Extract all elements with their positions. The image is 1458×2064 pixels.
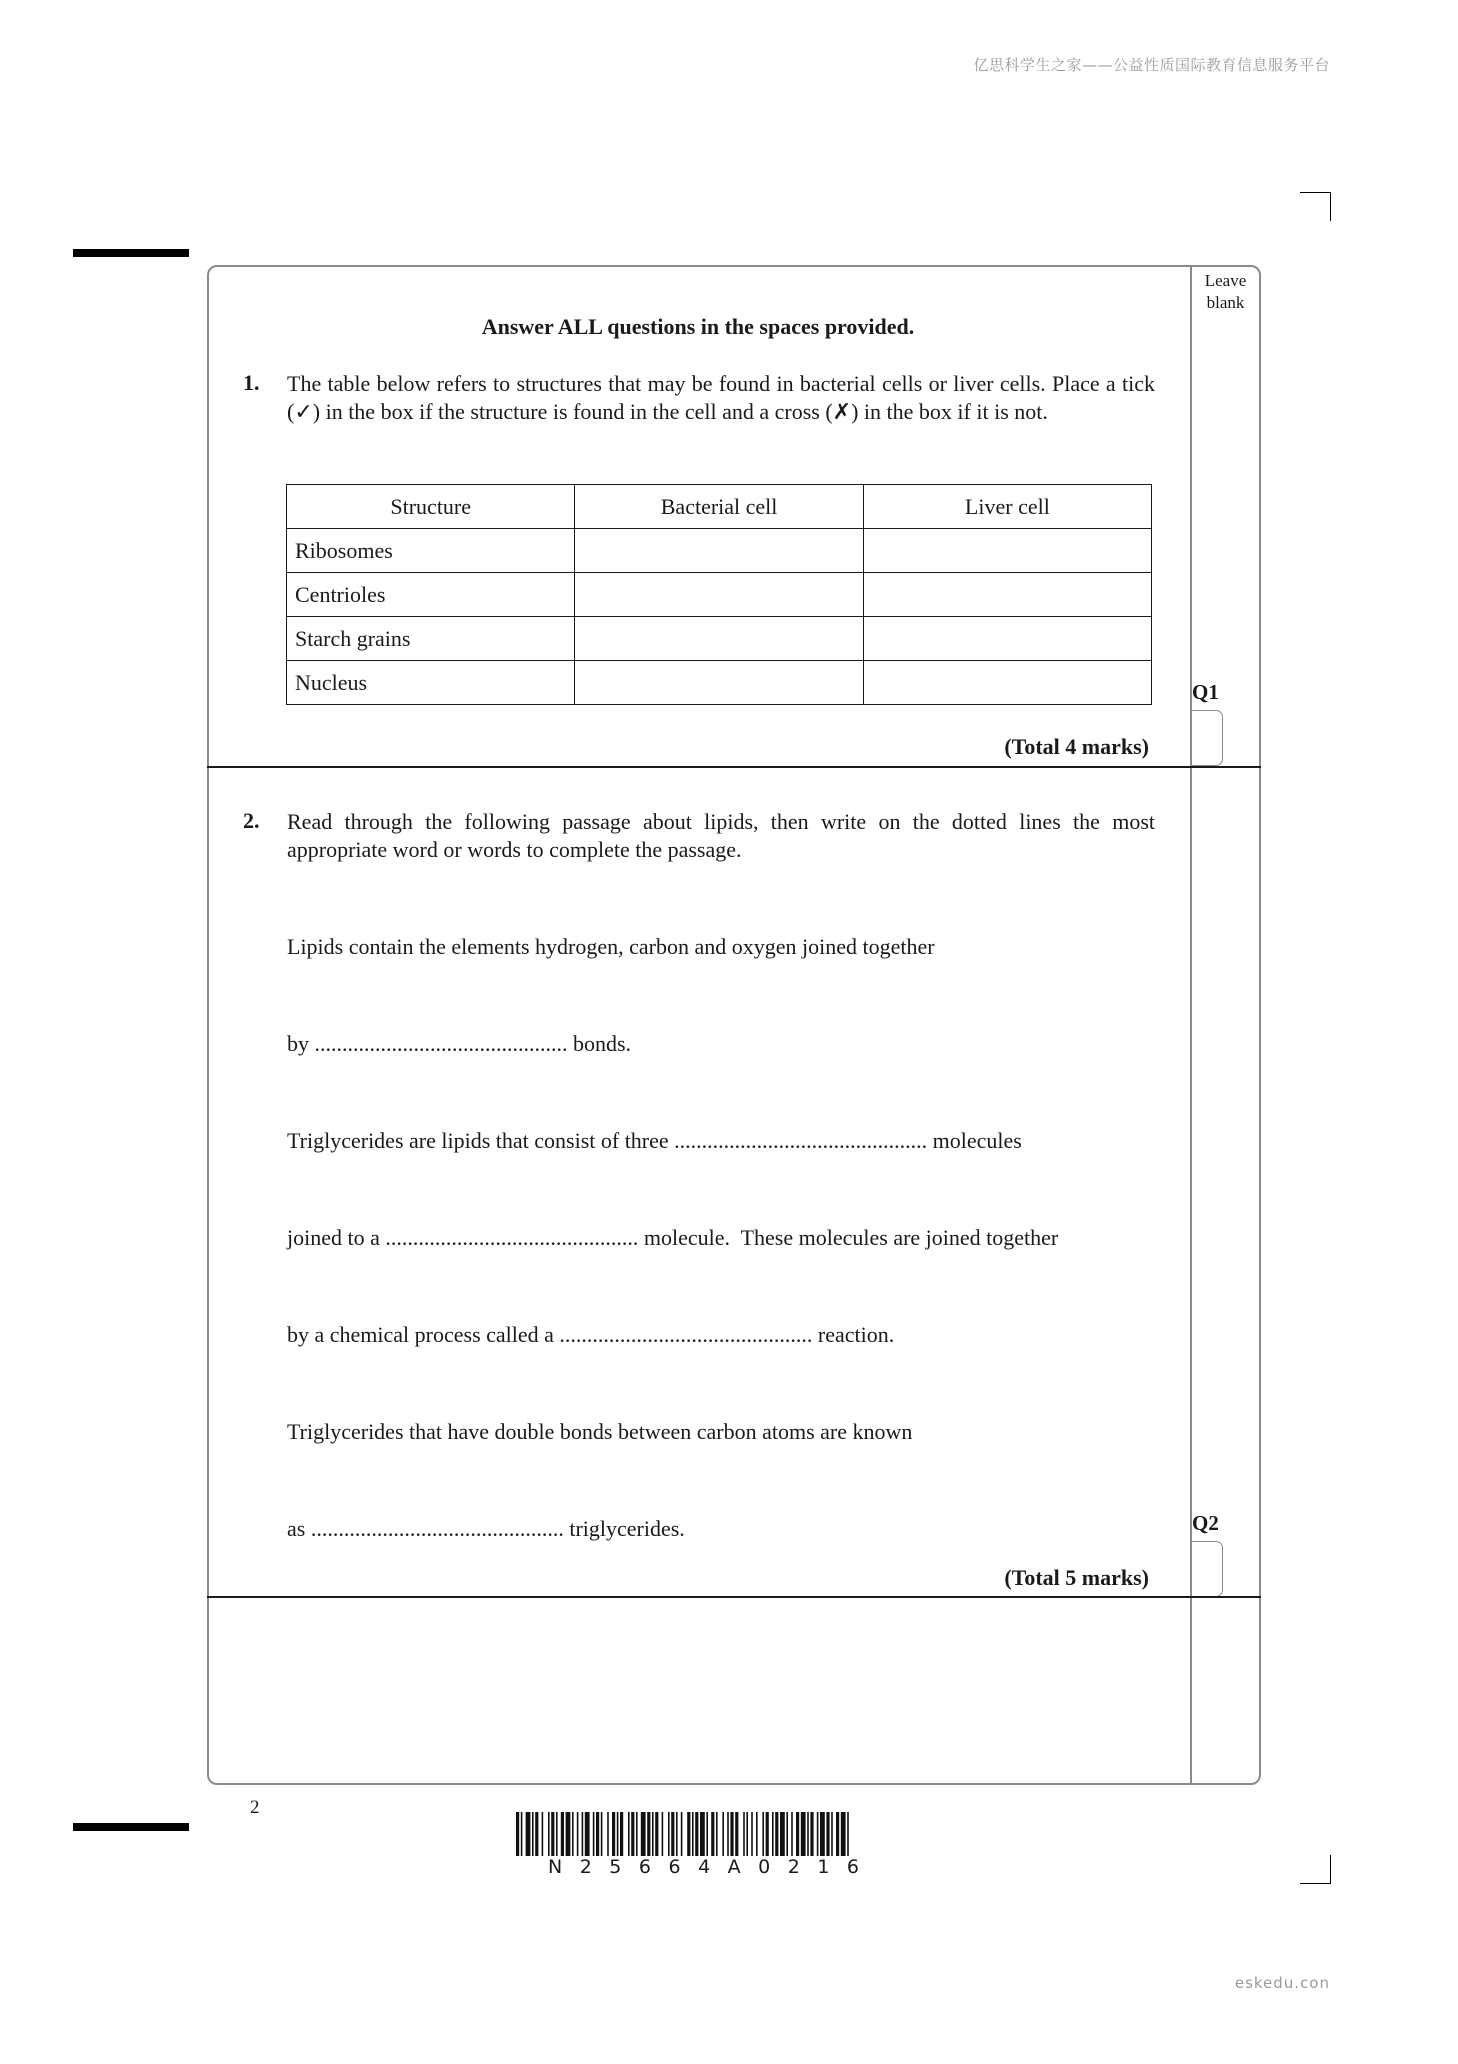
registration-bar-top: [73, 249, 189, 257]
passage-line-6: Triglycerides that have double bonds between carbon atoms are known: [287, 1419, 913, 1444]
table-row: [287, 617, 1152, 661]
passage-line-3[interactable]: Triglycerides are lipids that consist of three .............................................. molecules: [287, 1128, 1022, 1153]
answer-box-nucleus-liver[interactable]: [863, 661, 1151, 705]
answer-box-nucleus-bacterial[interactable]: [575, 661, 863, 705]
answer-box-starch-bacterial[interactable]: [575, 617, 863, 661]
question-1-total: (Total 4 marks): [1004, 734, 1149, 759]
crop-mark-top-right: [1300, 192, 1331, 221]
question-divider-1: [207, 766, 1261, 768]
instructions-heading: Answer ALL questions in the spaces provided.: [481, 314, 915, 339]
watermark-bottom: eskedu.con: [1234, 1974, 1330, 1992]
passage-line-4[interactable]: joined to a .............................................. molecule. These molecules are joined together: [287, 1225, 1059, 1250]
row-label-starch-grains: Starch grains: [287, 617, 575, 661]
answer-box-starch-liver[interactable]: [863, 617, 1151, 661]
barcode-icon: [516, 1812, 952, 1858]
passage-line-1: Lipids contain the elements hydrogen, carbon and oxygen joined together: [287, 934, 935, 959]
leave-blank-label: Leave blank: [1204, 271, 1247, 312]
table-row: [287, 529, 1152, 573]
row-label-nucleus: Nucleus: [287, 661, 575, 705]
question-divider-2: [207, 1596, 1261, 1598]
question-2-total: (Total 5 marks): [1004, 1565, 1149, 1590]
structures-table: [286, 484, 1152, 705]
answer-box-centrioles-bacterial[interactable]: [575, 573, 863, 617]
page-number: 2: [250, 1797, 260, 1818]
answer-box-ribosomes-bacterial[interactable]: [575, 529, 863, 573]
q1-mark-box: [1190, 710, 1223, 766]
answer-box-centrioles-liver[interactable]: [863, 573, 1151, 617]
passage-line-5[interactable]: by a chemical process called a .............................................. reaction.: [287, 1322, 895, 1347]
passage-line-7[interactable]: as .............................................. triglycerides.: [287, 1516, 685, 1541]
watermark-top: 亿思科学生之家——公益性质国际教育信息服务平台: [973, 56, 1330, 74]
table-header-row: [287, 485, 1152, 529]
header-structure: Structure: [287, 485, 575, 529]
passage-line-2[interactable]: by .............................................. bonds.: [287, 1031, 632, 1056]
question-2-number: 2.: [243, 808, 260, 833]
table-row: [287, 573, 1152, 617]
table-row: [287, 661, 1152, 705]
q1-margin-label: Q1: [1192, 680, 1219, 704]
header-liver-cell: Liver cell: [863, 485, 1151, 529]
row-label-centrioles: Centrioles: [287, 573, 575, 617]
question-2-text: Read through the following passage about lipids, then write on the dotted lines the most appropriate word or words to complete the passage.: [287, 809, 1155, 862]
registration-bar-bottom: [73, 1823, 189, 1831]
crop-mark-bottom-right: [1300, 1855, 1331, 1884]
answer-box-ribosomes-liver[interactable]: [863, 529, 1151, 573]
barcode-digits: N25664A0216: [548, 1856, 877, 1878]
q2-mark-box: [1190, 1541, 1223, 1597]
question-1-number: 1.: [243, 370, 260, 395]
header-bacterial-cell: Bacterial cell: [575, 485, 863, 529]
row-label-ribosomes: Ribosomes: [287, 529, 575, 573]
question-1-text: The table below refers to structures that may be found in bacterial cells or liver cells. Place a tick (✓) in the box if the structure is found in the cell and a cross (✗) in the box if it is not.: [287, 371, 1155, 424]
q2-margin-label: Q2: [1192, 1511, 1219, 1535]
